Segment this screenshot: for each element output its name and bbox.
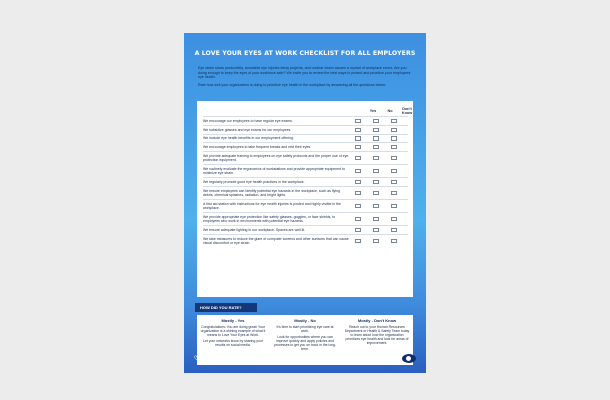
checklist-row: [203, 142, 408, 151]
checklist-row: [203, 177, 408, 186]
checklist-row: [203, 212, 408, 225]
checklist-item-text: We take measures to reduce the glare of computer screens and other surfaces that can cause visual discomfort or eye strain.: [203, 236, 349, 245]
no-checkbox[interactable]: [373, 128, 379, 132]
result-text: Let your networks know by sharing your results on social media.: [203, 339, 263, 348]
document-title: A LOVE YOUR EYES AT WORK CHECKLIST FOR ALL EMPLOYERS: [194, 50, 416, 57]
yes-checkbox[interactable]: [355, 180, 361, 184]
result-text: It's time to start prioritizing eye care at work.: [276, 325, 334, 334]
dont-know-checkbox[interactable]: [391, 128, 397, 132]
dont-know-checkbox[interactable]: [391, 228, 397, 232]
column-dont-know: Don't Know: [401, 107, 413, 116]
yes-checkbox[interactable]: [355, 217, 361, 221]
yes-checkbox[interactable]: [355, 191, 361, 195]
checklist-row: [203, 225, 408, 234]
yes-checkbox[interactable]: [355, 156, 361, 160]
dont-know-checkbox[interactable]: [391, 119, 397, 123]
yes-checkbox[interactable]: [355, 145, 361, 149]
yes-checkbox[interactable]: [355, 136, 361, 140]
checklist-item-text: We ensure adequate lighting in our workplace. Spaces are well lit.: [203, 227, 306, 232]
no-checkbox[interactable]: [373, 145, 379, 149]
result-heading: Mostly - No: [294, 318, 316, 323]
checklist-row: [203, 151, 408, 164]
dont-know-checkbox[interactable]: [391, 180, 397, 184]
world-sight-day-logo: [246, 355, 273, 362]
no-checkbox[interactable]: [373, 191, 379, 195]
wsd-line-2: SIGHT DAY: [255, 357, 274, 362]
no-checkbox[interactable]: [373, 228, 379, 232]
no-checkbox[interactable]: [373, 119, 379, 123]
yes-checkbox[interactable]: [355, 239, 361, 243]
result-text: Look for opportunities where you can improve quickly and apply policies and processes to get you on track in the long-term.: [273, 335, 336, 352]
no-checkbox[interactable]: [373, 169, 379, 173]
checklist-row: [203, 234, 408, 247]
checklist-item-text: We provide adequate training to employees on eye safety protocols and the proper use of eye protection equipment.: [203, 153, 349, 163]
intro-paragraph: Eye strain slows productivity, avoidable eye injuries delay projects, and unclear vision causes a myriad of workplace errors. Are you doing enough to keep the eyes of your workforce safe? We invite you to review the best ways to protect and prioritize your employees' eye health.: [198, 66, 411, 80]
dont-know-checkbox[interactable]: [391, 145, 397, 149]
column-no: No: [387, 109, 393, 113]
checklist-item-text: We encourage our employees to have regular eye exams.: [203, 118, 293, 123]
rate-heading: HOW DID YOU RATE?: [195, 303, 257, 312]
dont-know-checkbox[interactable]: [391, 204, 397, 208]
checklist-rows: [203, 116, 408, 247]
dont-know-checkbox[interactable]: [391, 191, 397, 195]
checklist-row: [203, 164, 408, 177]
love-your-eyes-logo: [194, 355, 230, 362]
no-checkbox[interactable]: [373, 136, 379, 140]
logo-divider: [238, 353, 239, 365]
checklist-item-text: A first aid station with instructions for eye health injuries is posted and highly visible in the workplace.: [203, 201, 341, 210]
checklist-item-text: We ensure employees can identify potential eye hazards in the workplace, such as flying debris, chemical splashes, radiation, and bright lights.: [203, 188, 341, 197]
no-checkbox[interactable]: [373, 156, 379, 160]
yes-checkbox[interactable]: [355, 119, 361, 123]
dont-know-checkbox[interactable]: [391, 239, 397, 243]
result-heading: Mostly - Don't Know: [357, 318, 397, 323]
result-text: Congratulations: You are doing great! Your organization is a shining example of what it means to Love Your Eyes at Work.: [200, 325, 266, 338]
yes-checkbox[interactable]: [355, 169, 361, 173]
checklist-row: [203, 125, 408, 134]
checklist-item-text: We encourage employees to take frequent breaks and rest their eyes.: [203, 145, 312, 150]
checklist-item-text: We routinely evaluate the ergonomics of workstations and provide appropriate equipment to minimize eye strain.: [203, 166, 345, 176]
dont-know-checkbox[interactable]: [391, 136, 397, 140]
checklist-item-text: We include eye health benefits in our employment offering.: [203, 136, 294, 141]
document-footer: [184, 344, 426, 373]
checklist-row: [203, 134, 408, 143]
column-yes: Yes: [369, 109, 377, 113]
wsd-line-1: WORLD: [255, 353, 268, 358]
eye-icon: [402, 354, 416, 363]
no-checkbox[interactable]: [373, 204, 379, 208]
yes-checkbox[interactable]: [355, 204, 361, 208]
result-heading: Mostly - Yes: [221, 318, 245, 323]
checklist-row: [203, 199, 408, 212]
world-sight-day-icon: +=: [246, 353, 254, 363]
heart-icon: ♡: [194, 356, 200, 362]
intro-text: [198, 66, 412, 90]
dont-know-checkbox[interactable]: [391, 169, 397, 173]
checklist-document: [184, 33, 426, 373]
dont-know-checkbox[interactable]: [391, 156, 397, 160]
love-your-eyes-text: YOUR EYES: [200, 355, 230, 362]
yes-checkbox[interactable]: [355, 128, 361, 132]
no-checkbox[interactable]: [373, 180, 379, 184]
checklist-item-text: We provide appropriate eye protection like safety glasses, goggles, or face shields, to employees who work in environments with potential eye hazards.: [203, 214, 336, 223]
checklist-row: [203, 116, 408, 125]
intro-paragraph: Rate how well your organization is doing to prioritize eye health in the workplace by answering all the questions below:: [198, 82, 386, 87]
dont-know-checkbox[interactable]: [391, 217, 397, 221]
checklist-row: [203, 186, 408, 199]
no-checkbox[interactable]: [373, 239, 379, 243]
checklist-card: [197, 101, 413, 297]
checklist-item-text: We regularly promote good eye health practices in the workplace.: [203, 179, 305, 184]
no-checkbox[interactable]: [373, 217, 379, 221]
yes-checkbox[interactable]: [355, 228, 361, 232]
checklist-item-text: We subsidize glasses and eye exams for our employees.: [203, 127, 292, 132]
result-text: Reach out to your Human Resources Department or Health & Safety Team today to learn about how the organization prioritizes eye health and look for areas of improvement.: [344, 325, 410, 346]
